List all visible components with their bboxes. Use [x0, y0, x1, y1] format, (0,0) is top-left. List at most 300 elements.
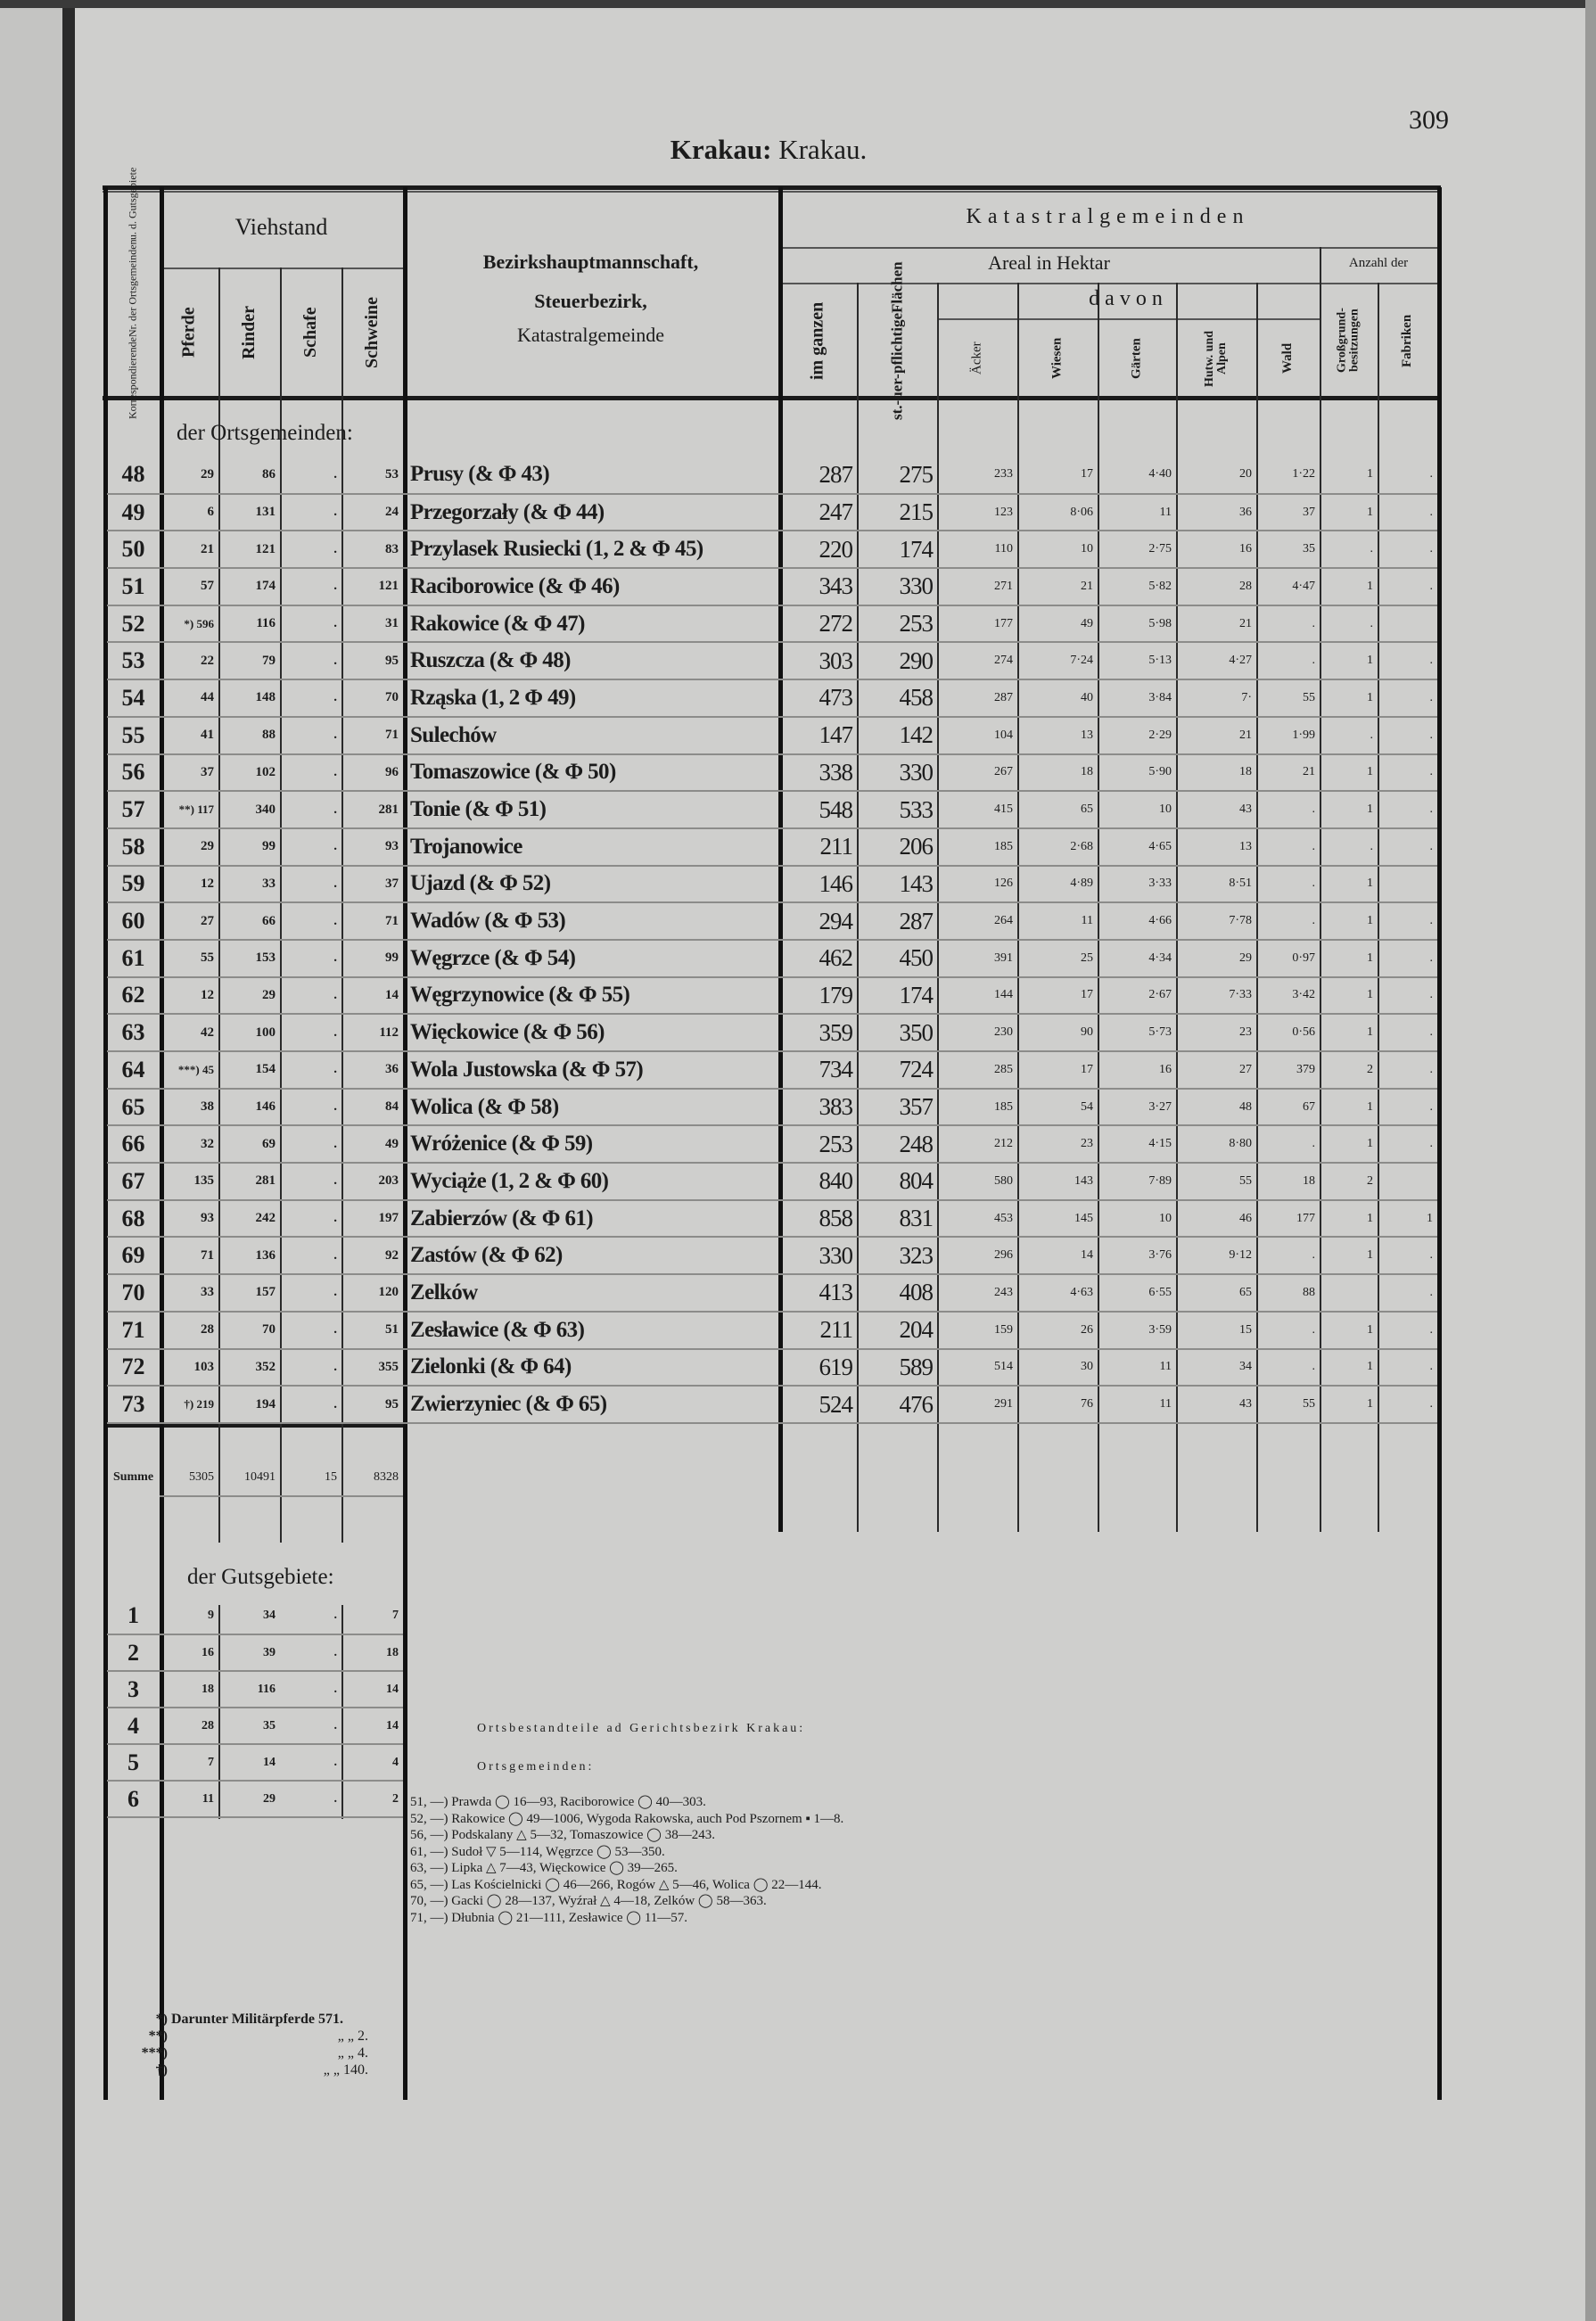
cell-gaerten: 16	[1098, 1051, 1176, 1089]
cell-pferde: 6	[160, 494, 218, 531]
cell-pferde: 9	[160, 1598, 218, 1634]
cell-nr: 51	[107, 568, 160, 605]
cell-wald: 21	[1256, 754, 1320, 792]
section-gutsgebiete: der Gutsgebiete:	[187, 1565, 334, 1589]
cell-schafe: .	[280, 1125, 341, 1163]
cell-pferde: ***) 45	[160, 1051, 218, 1089]
cell-wald: 55	[1256, 1386, 1320, 1423]
cell-aecker: 185	[937, 828, 1017, 866]
cell-rinder: 116	[218, 605, 280, 643]
cell-wiesen: 65	[1017, 791, 1098, 828]
cell-grossgrund: 1	[1320, 1386, 1378, 1423]
cell-name: Rakowice (& Φ 47)	[403, 605, 778, 643]
cell-rinder: 146	[218, 1089, 280, 1126]
cell-name: Wróżenice (& Φ 59)	[403, 1125, 778, 1163]
cell-wiesen: 17	[1017, 457, 1098, 494]
cell-gaerten: 11	[1098, 1386, 1176, 1423]
cell-nr: 55	[107, 717, 160, 754]
cell-pferde: 28	[160, 1312, 218, 1349]
table-row	[107, 642, 1437, 679]
horizontal-rule	[778, 283, 1437, 284]
vertical-rule	[1437, 187, 1442, 2100]
cell-aecker: 185	[937, 1089, 1017, 1126]
cell-schafe: .	[280, 1349, 341, 1387]
cell-schweine: 31	[341, 605, 403, 643]
title-regular: Krakau.	[778, 134, 868, 165]
cell-fabriken: .	[1378, 1349, 1437, 1387]
cell-nr: 4	[107, 1708, 160, 1744]
cell-steuerpflichtig: 330	[857, 568, 937, 605]
cell-im-ganzen: 147	[778, 717, 857, 754]
cell-wald: .	[1256, 642, 1320, 679]
cell-wiesen: 8·06	[1017, 494, 1098, 531]
cell-name: Więckowice (& Φ 56)	[403, 1014, 778, 1051]
cell-schafe: .	[280, 717, 341, 754]
cell-wald: 35	[1256, 531, 1320, 568]
cell-pferde: 103	[160, 1349, 218, 1387]
cell-hutweiden: 29	[1176, 940, 1256, 977]
cell-gaerten: 2·29	[1098, 717, 1176, 754]
header-pferde: Pferde	[178, 307, 199, 358]
cell-fabriken: .	[1378, 754, 1437, 792]
cell-wald: 67	[1256, 1089, 1320, 1126]
cell-wiesen: 40	[1017, 679, 1098, 717]
cell-im-ganzen: 272	[778, 605, 857, 643]
cell-hutweiden: 18	[1176, 754, 1256, 792]
header-im-ganzen: im ganzen	[807, 301, 827, 380]
cell-wiesen: 49	[1017, 605, 1098, 643]
ortsbestandteile-subheading: Ortsgemeinden:	[477, 1759, 595, 1774]
cell-aecker: 104	[937, 717, 1017, 754]
cell-rinder: 34	[218, 1598, 280, 1634]
header-schafe: Schafe	[300, 307, 320, 358]
ortsbestandteil-line: 56, —) Podskalany △ 5—32, Tomaszowice ◯ 38—243.	[410, 1828, 715, 1842]
right-edge	[1585, 0, 1596, 2321]
cell-fabriken	[1378, 605, 1437, 643]
cell-steuerpflichtig: 408	[857, 1274, 937, 1312]
cell-rinder: 352	[218, 1349, 280, 1387]
ortsbestandteil-line: 61, —) Sudoł ▽ 5—114, Węgrzce ◯ 53—350.	[410, 1844, 665, 1859]
cell-name: Zwierzyniec (& Φ 65)	[403, 1386, 778, 1423]
cell-schweine: 93	[341, 828, 403, 866]
header-fabriken: Fabriken	[1400, 314, 1414, 367]
cell-gaerten: 3·33	[1098, 866, 1176, 903]
cell-schafe: .	[280, 791, 341, 828]
cell-steuerpflichtig: 142	[857, 717, 937, 754]
cell-rinder: 148	[218, 679, 280, 717]
cell-im-ganzen: 524	[778, 1386, 857, 1423]
cell-pferde: 12	[160, 866, 218, 903]
cell-rinder: 69	[218, 1125, 280, 1163]
gutsgebiet-row	[107, 1708, 403, 1744]
cell-grossgrund: 1	[1320, 754, 1378, 792]
top-edge	[0, 0, 1596, 8]
cell-grossgrund: 1	[1320, 1237, 1378, 1274]
cell-im-ganzen: 462	[778, 940, 857, 977]
table-row	[107, 679, 1437, 717]
header-steuerpfl-line: Flächen	[888, 261, 906, 313]
table-row	[107, 568, 1437, 605]
cell-im-ganzen: 330	[778, 1237, 857, 1274]
cell-schweine: 36	[341, 1051, 403, 1089]
cell-aecker: 514	[937, 1349, 1017, 1387]
cell-rinder: 29	[218, 1781, 280, 1817]
cell-schafe: .	[280, 1051, 341, 1089]
cell-schweine: 71	[341, 902, 403, 940]
footnote-mark: ***)	[141, 2045, 168, 2061]
cell-steuerpflichtig: 275	[857, 457, 937, 494]
cell-grossgrund: .	[1320, 605, 1378, 643]
cell-name: Raciborowice (& Φ 46)	[403, 568, 778, 605]
cell-im-ganzen: 179	[778, 977, 857, 1015]
summe-row	[107, 1459, 403, 1496]
horizontal-rule	[937, 318, 1320, 320]
cell-gaerten: 5·73	[1098, 1014, 1176, 1051]
cell-name: Ujazd (& Φ 52)	[403, 866, 778, 903]
cell-grossgrund: .	[1320, 828, 1378, 866]
cell-wald: .	[1256, 1237, 1320, 1274]
cell-wald: 1·22	[1256, 457, 1320, 494]
cell-steuerpflichtig: 357	[857, 1089, 937, 1126]
cell-name: Ruszcza (& Φ 48)	[403, 642, 778, 679]
footnote-text: „ „ 4.	[337, 2045, 368, 2061]
cell-grossgrund: 1	[1320, 977, 1378, 1015]
cell-wiesen: 11	[1017, 902, 1098, 940]
cell-fabriken: .	[1378, 1237, 1437, 1274]
cell-wald: 4·47	[1256, 568, 1320, 605]
cell-gaerten: 5·98	[1098, 605, 1176, 643]
header-bezirkshauptmannschaft: Bezirkshauptmannschaft,	[482, 251, 699, 273]
cell-schafe: .	[280, 1274, 341, 1312]
cell-nr: 72	[107, 1349, 160, 1387]
footnote-text: Darunter Militärpferde 571.	[168, 2012, 343, 2027]
cell-wald: 379	[1256, 1051, 1320, 1089]
cell-gaerten: 10	[1098, 1200, 1176, 1238]
cell-schafe: .	[280, 1312, 341, 1349]
cell-name: Prusy (& Φ 43)	[403, 457, 778, 494]
cell-fabriken: .	[1378, 1089, 1437, 1126]
cell-fabriken: .	[1378, 531, 1437, 568]
cell-aecker: 285	[937, 1051, 1017, 1089]
binding-shadow	[62, 0, 75, 2321]
cell-nr: 61	[107, 940, 160, 977]
cell-wald: 18	[1256, 1163, 1320, 1200]
cell-aecker: 144	[937, 977, 1017, 1015]
footnote-mark: †)	[155, 2062, 168, 2078]
cell-wiesen: 143	[1017, 1163, 1098, 1200]
cell-name: Rząska (1, 2 Φ 49)	[403, 679, 778, 717]
cell-schafe: .	[280, 1089, 341, 1126]
cell-wald: 0·56	[1256, 1014, 1320, 1051]
cell-wald: .	[1256, 1312, 1320, 1349]
cell-grossgrund: 1	[1320, 642, 1378, 679]
table-row	[107, 828, 1437, 866]
cell-schafe: .	[280, 1744, 341, 1781]
cell-pferde: *) 596	[160, 605, 218, 643]
cell-rinder: 153	[218, 940, 280, 977]
cell-hutweiden: 7·78	[1176, 902, 1256, 940]
cell-rinder: 79	[218, 642, 280, 679]
summe-rinder: 10491	[218, 1459, 280, 1496]
cell-im-ganzen: 146	[778, 866, 857, 903]
cell-aecker: 267	[937, 754, 1017, 792]
footnote-text: „ „ 140.	[323, 2062, 368, 2078]
cell-rinder: 281	[218, 1163, 280, 1200]
cell-wiesen: 30	[1017, 1349, 1098, 1387]
cell-schweine: 14	[341, 977, 403, 1015]
header-anzahl: Anzahl der	[1348, 256, 1409, 270]
cell-nr: 62	[107, 977, 160, 1015]
cell-schafe: .	[280, 1598, 341, 1634]
table-row	[107, 1051, 1437, 1089]
cell-im-ganzen: 473	[778, 679, 857, 717]
cell-pferde: 27	[160, 902, 218, 940]
cell-fabriken: .	[1378, 791, 1437, 828]
cell-steuerpflichtig: 458	[857, 679, 937, 717]
table-row	[107, 791, 1437, 828]
cell-im-ganzen: 840	[778, 1163, 857, 1200]
cell-grossgrund: .	[1320, 717, 1378, 754]
cell-wiesen: 2·68	[1017, 828, 1098, 866]
ortsbestandteil-line: 71, —) Dłubnia ◯ 21—111, Zesławice ◯ 11—57.	[410, 1910, 688, 1925]
cell-aecker: 233	[937, 457, 1017, 494]
header-nr-line: Korrespondierende	[126, 337, 139, 420]
cell-name: Wyciąże (1, 2 & Φ 60)	[403, 1163, 778, 1200]
cell-pferde: 16	[160, 1634, 218, 1671]
header-name-col	[403, 243, 778, 355]
cell-nr: 66	[107, 1125, 160, 1163]
cell-nr: 6	[107, 1781, 160, 1817]
page-title	[0, 134, 1537, 166]
cell-hutweiden: 36	[1176, 494, 1256, 531]
cell-pferde: 93	[160, 1200, 218, 1238]
cell-rinder: 154	[218, 1051, 280, 1089]
cell-nr: 5	[107, 1744, 160, 1781]
header-viehstand: Viehstand	[234, 214, 328, 240]
header-rinder: Rinder	[239, 306, 259, 359]
cell-im-ganzen: 548	[778, 791, 857, 828]
cell-name: Wolica (& Φ 58)	[403, 1089, 778, 1126]
cell-nr: 58	[107, 828, 160, 866]
table-row	[107, 1237, 1437, 1274]
cell-fabriken: 1	[1378, 1200, 1437, 1238]
cell-rinder: 14	[218, 1744, 280, 1781]
cell-grossgrund: 1	[1320, 568, 1378, 605]
header-wiesen: Wiesen	[1049, 337, 1065, 380]
cell-fabriken: .	[1378, 902, 1437, 940]
cell-hutweiden: 16	[1176, 531, 1256, 568]
cell-schweine: 71	[341, 717, 403, 754]
cell-hutweiden: 28	[1176, 568, 1256, 605]
footnote-text: „ „ 2.	[337, 2029, 368, 2044]
table-row	[107, 531, 1437, 568]
cell-fabriken: .	[1378, 940, 1437, 977]
cell-gaerten: 5·90	[1098, 754, 1176, 792]
cell-name: Wadów (& Φ 53)	[403, 902, 778, 940]
cell-hutweiden: 7·33	[1176, 977, 1256, 1015]
header-davon: davon	[1089, 287, 1168, 310]
table-row	[107, 940, 1437, 977]
cell-im-ganzen: 247	[778, 494, 857, 531]
cell-wiesen: 54	[1017, 1089, 1098, 1126]
cell-fabriken: .	[1378, 1274, 1437, 1312]
table-row	[107, 866, 1437, 903]
cell-pferde: 29	[160, 457, 218, 494]
cell-wald: 177	[1256, 1200, 1320, 1238]
cell-wiesen: 4·63	[1017, 1274, 1098, 1312]
cell-wiesen: 145	[1017, 1200, 1098, 1238]
cell-aecker: 291	[937, 1386, 1017, 1423]
cell-im-ganzen: 338	[778, 754, 857, 792]
cell-hutweiden: 46	[1176, 1200, 1256, 1238]
cell-steuerpflichtig: 350	[857, 1014, 937, 1051]
cell-grossgrund: 1	[1320, 902, 1378, 940]
cell-hutweiden: 4·27	[1176, 642, 1256, 679]
cell-nr: 1	[107, 1598, 160, 1634]
cell-rinder: 33	[218, 866, 280, 903]
cell-fabriken: .	[1378, 642, 1437, 679]
table-row	[107, 754, 1437, 792]
cell-grossgrund: 1	[1320, 1200, 1378, 1238]
previous-page-edge	[0, 0, 62, 2321]
cell-wald: .	[1256, 1349, 1320, 1387]
table-row	[107, 1014, 1437, 1051]
cell-pferde: 44	[160, 679, 218, 717]
cell-gaerten: 3·84	[1098, 679, 1176, 717]
cell-steuerpflichtig: 450	[857, 940, 937, 977]
cell-schweine: 49	[341, 1125, 403, 1163]
cell-wiesen: 76	[1017, 1386, 1098, 1423]
cell-gaerten: 3·27	[1098, 1089, 1176, 1126]
ortsbestandteile-heading: Ortsbestandteile ad Gerichtsbezirk Krakau:	[477, 1722, 806, 1735]
cell-rinder: 121	[218, 531, 280, 568]
cell-schafe: .	[280, 1163, 341, 1200]
cell-schafe: .	[280, 1634, 341, 1671]
cell-pferde: 21	[160, 531, 218, 568]
cell-aecker: 580	[937, 1163, 1017, 1200]
table-row	[107, 457, 1437, 494]
cell-schafe: .	[280, 1014, 341, 1051]
gutsgebiete-table	[107, 1598, 403, 1818]
cell-fabriken	[1378, 1163, 1437, 1200]
header-steuerpfl-line: st.-uer-	[888, 373, 906, 420]
ortsbestandteil-line: 52, —) Rakowice ◯ 49—1006, Wygoda Rakowska, auch Pod Pszornem ▪ 1—8.	[410, 1811, 844, 1826]
cell-nr: 67	[107, 1163, 160, 1200]
cell-nr: 52	[107, 605, 160, 643]
cell-wiesen: 23	[1017, 1125, 1098, 1163]
cell-rinder: 29	[218, 977, 280, 1015]
cell-hutweiden: 27	[1176, 1051, 1256, 1089]
cell-im-ganzen: 343	[778, 568, 857, 605]
cell-fabriken: .	[1378, 1386, 1437, 1423]
header-steuerpfl-line: pflichtige	[888, 312, 906, 374]
cell-schafe: .	[280, 977, 341, 1015]
ortsbestandteil-line: 51, —) Prawda ◯ 16—93, Raciborowice ◯ 40—303.	[410, 1795, 706, 1809]
cell-rinder: 88	[218, 717, 280, 754]
cell-nr: 48	[107, 457, 160, 494]
table-row	[107, 902, 1437, 940]
cell-steuerpflichtig: 476	[857, 1386, 937, 1423]
cell-schafe: .	[280, 1671, 341, 1708]
cell-wiesen: 10	[1017, 531, 1098, 568]
cell-schweine: 99	[341, 940, 403, 977]
cell-wald: .	[1256, 828, 1320, 866]
cell-nr: 63	[107, 1014, 160, 1051]
cell-hutweiden: 21	[1176, 605, 1256, 643]
footnotes	[134, 2011, 368, 2078]
cell-im-ganzen: 294	[778, 902, 857, 940]
cell-pferde: 135	[160, 1163, 218, 1200]
cell-grossgrund: 1	[1320, 791, 1378, 828]
cell-schafe: .	[280, 866, 341, 903]
ortsgemeinden-table	[107, 457, 1437, 1424]
cell-aecker: 415	[937, 791, 1017, 828]
cell-im-ganzen: 619	[778, 1349, 857, 1387]
cell-hutweiden: 43	[1176, 791, 1256, 828]
header-grossgrund: Großgrund-besitzungen	[1335, 308, 1362, 374]
header-hutweiden: Hutw. und Alpen	[1203, 330, 1229, 387]
cell-pferde: 33	[160, 1274, 218, 1312]
cell-nr: 64	[107, 1051, 160, 1089]
cell-gaerten: 2·67	[1098, 977, 1176, 1015]
cell-fabriken: .	[1378, 977, 1437, 1015]
cell-steuerpflichtig: 290	[857, 642, 937, 679]
cell-rinder: 340	[218, 791, 280, 828]
header-steuerbezirk: Steuerbezirk,	[534, 290, 647, 312]
cell-grossgrund	[1320, 1274, 1378, 1312]
cell-nr: 59	[107, 866, 160, 903]
cell-wald: 37	[1256, 494, 1320, 531]
cell-pferde: 71	[160, 1237, 218, 1274]
cell-pferde: 11	[160, 1781, 218, 1817]
cell-schafe: .	[280, 494, 341, 531]
cell-pferde: 18	[160, 1671, 218, 1708]
cell-fabriken: .	[1378, 1051, 1437, 1089]
cell-nr: 56	[107, 754, 160, 792]
cell-wald: 0·97	[1256, 940, 1320, 977]
cell-aecker: 123	[937, 494, 1017, 531]
cell-gaerten: 10	[1098, 791, 1176, 828]
cell-rinder: 136	[218, 1237, 280, 1274]
horizontal-rule	[103, 191, 1441, 193]
gutsgebiet-row	[107, 1781, 403, 1817]
table-row	[107, 605, 1437, 643]
cell-schweine: 95	[341, 642, 403, 679]
cell-name: Zabierzów (& Φ 61)	[403, 1200, 778, 1238]
cell-schweine: 7	[341, 1598, 403, 1634]
cell-wald: 88	[1256, 1274, 1320, 1312]
cell-schafe: .	[280, 940, 341, 977]
cell-steuerpflichtig: 174	[857, 531, 937, 568]
cell-wald: 1·99	[1256, 717, 1320, 754]
cell-hutweiden: 8·80	[1176, 1125, 1256, 1163]
cell-im-ganzen: 383	[778, 1089, 857, 1126]
footnote-mark: **)	[148, 2029, 168, 2044]
cell-hutweiden: 23	[1176, 1014, 1256, 1051]
footnote	[134, 2011, 368, 2028]
cell-rinder: 99	[218, 828, 280, 866]
cell-grossgrund: 1	[1320, 866, 1378, 903]
cell-wiesen: 13	[1017, 717, 1098, 754]
cell-steuerpflichtig: 323	[857, 1237, 937, 1274]
cell-wald: .	[1256, 866, 1320, 903]
header-wald: Wald	[1280, 342, 1295, 374]
cell-hutweiden: 15	[1176, 1312, 1256, 1349]
cell-schafe: .	[280, 1386, 341, 1423]
cell-wald: .	[1256, 1125, 1320, 1163]
cell-name: Sulechów	[403, 717, 778, 754]
cell-name: Zelków	[403, 1274, 778, 1312]
